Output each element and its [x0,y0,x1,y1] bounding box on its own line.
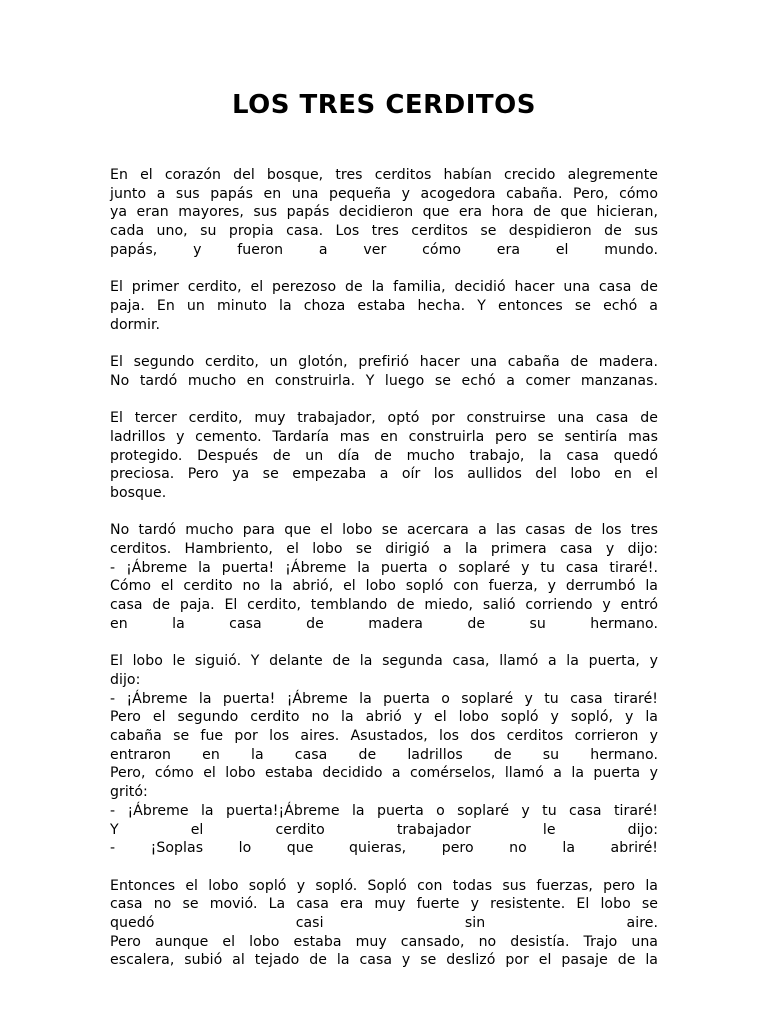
text-line: quedó casi sin aire. [110,915,658,932]
text-line: casa no se movió. La casa era muy fuerte y resistente. El lobo se [110,896,658,913]
story-paragraph [110,877,658,971]
text-line: dormir. [110,316,161,333]
text-line: - ¡Ábreme la puerta!¡Ábreme la puerta o soplaré y tu casa tiraré! [110,802,658,819]
text-line: casa de paja. El cerdito, temblando de miedo, salió corriendo y entró [110,597,658,614]
text-line: ladrillos y cemento. Tardaría mas en construirla pero se sentiría mas [110,428,658,445]
story-paragraph [110,652,658,858]
story-paragraph [110,353,658,390]
text-line: El lobo le siguió. Y delante de la segunda casa, llamó a la puerta, y [110,653,658,670]
text-line: - ¡Ábreme la puerta! ¡Ábreme la puerta o soplaré y tu casa tiraré! [110,690,658,707]
text-line: ya eran mayores, sus papás decidieron que era hora de que hicieran, [110,204,658,221]
text-line: paja. En un minuto la choza estaba hecha. Y entonces se echó a [110,297,658,314]
story-paragraph [110,166,658,260]
text-line: Pero el segundo cerdito no la abrió y el lobo sopló y sopló, y la [110,709,658,726]
text-line: No tardó mucho en construirla. Y luego se echó a comer manzanas. [110,372,658,389]
text-line: cabaña se fue por los aires. Asustados, los dos cerditos corrieron y [110,728,658,745]
story-paragraph [110,521,658,633]
text-line: Pero, cómo el lobo estaba decidido a comérselos, llamó a la puerta y [110,765,658,782]
text-line: escalera, subió al tejado de la casa y se deslizó por el pasaje de la [110,952,658,969]
text-line: Pero aunque el lobo estaba muy cansado, no desistía. Trajo una [110,933,658,950]
text-line: Cómo el cerdito no la abrió, el lobo sopló con fuerza, y derrumbó la [110,578,658,595]
text-line: junto a sus papás en una pequeña y acogedora cabaña. Pero, cómo [110,185,658,202]
text-line: preciosa. Pero ya se empezaba a oír los aullidos del lobo en el [110,466,658,483]
text-line: El primer cerdito, el perezoso de la familia, decidió hacer una casa de [110,279,658,296]
text-line: dijo: [110,671,141,688]
text-line: El segundo cerdito, un glotón, prefirió hacer una cabaña de madera. [110,354,658,370]
text-line: En el corazón del bosque, tres cerditos habían crecido alegremente [110,167,658,183]
text-line: cada uno, su propia casa. Los tres cerditos se despidieron de sus [110,223,658,240]
text-line: protegido. Después de un día de mucho trabajo, la casa quedó [110,447,658,464]
text-line: - ¡Soplas lo que quieras, pero no la abriré! [110,840,658,857]
text-line: bosque. [110,484,167,501]
text-line: entraron en la casa de ladrillos de su hermano. [110,746,658,763]
text-line: cerditos. Hambriento, el lobo se dirigió a la primera casa y dijo: [110,541,658,557]
text-line: No tardó mucho para que el lobo se acercara a las casas de los tres [110,522,658,539]
text-line: Y el cerdito trabajador le dijo: [110,821,658,838]
text-line: Entonces el lobo sopló y sopló. Sopló con todas sus fuerzas, pero la [110,877,658,894]
text-line: gritó: [110,784,148,801]
story-paragraph [110,278,658,334]
text-line: - ¡Ábreme la puerta! ¡Ábreme la puerta o soplaré y tu casa tiraré!. [110,559,658,576]
text-line: en la casa de madera de su hermano. [110,615,658,632]
text-line: papás, y fueron a ver cómo era el mundo. [110,241,658,258]
story-paragraph [110,409,658,503]
text-line: El tercer cerdito, muy trabajador, optó por construirse una casa de [110,410,658,427]
page-title: LOS TRES CERDITOS [232,90,536,120]
story-body [110,166,658,989]
